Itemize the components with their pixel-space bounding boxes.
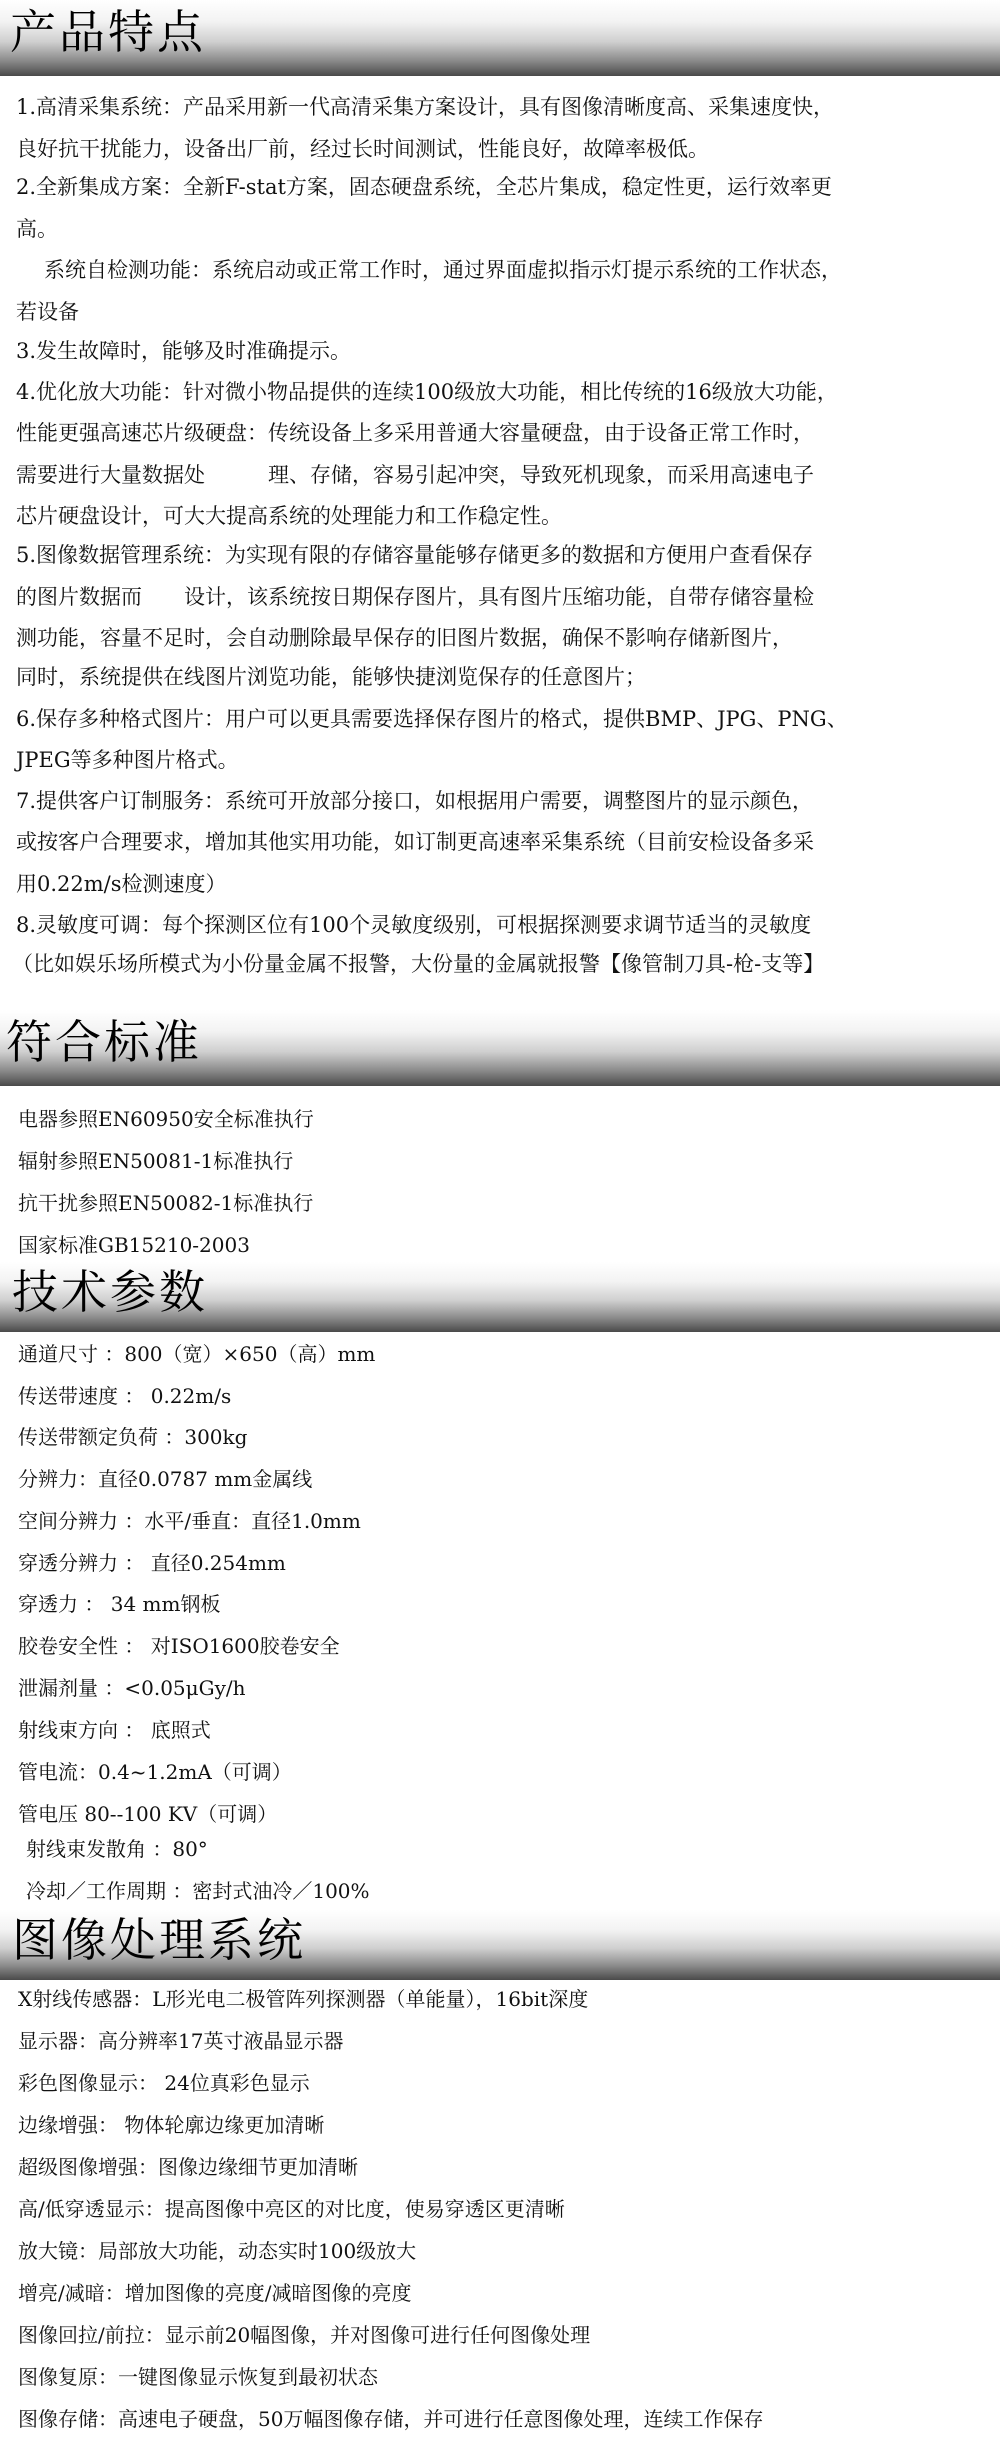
feature-line: 8.灵敏度可调：每个探测区位有100个灵敏度级别，可根据探测要求调节适当的灵敏度	[16, 913, 812, 937]
feature-line: 良好抗干扰能力，设备出厂前，经过长时间测试，性能良好，故障率极低。	[16, 137, 709, 161]
spec-line: 空间分辨力 ：水平/垂直：直径1.0mm	[18, 1509, 361, 1533]
feature-line: 高。	[16, 217, 58, 241]
feature-line: 芯片硬盘设计，可大大提高系统的处理能力和工作稳定性。	[16, 504, 562, 528]
imaging-line: 彩色图像显示： 24位真彩色显示	[18, 2071, 310, 2095]
imaging-line: 显示器：高分辨率17英寸液晶显示器	[18, 2029, 344, 2053]
imaging-line: 图像复原：一键图像显示恢复到最初状态	[18, 2365, 378, 2389]
feature-line: 需要进行大量数据处 理、存储，容易引起冲突，导致死机现象，而采用高速电子	[16, 463, 814, 487]
spec-line: 泄漏剂量 ：<0.05μGy/h	[18, 1676, 246, 1700]
section-title: 符合标准	[6, 1015, 202, 1069]
spec-line: 传送带速度 ： 0.22m/s	[18, 1384, 232, 1408]
feature-line: 同时，系统提供在线图片浏览功能，能够快捷浏览保存的任意图片；	[16, 665, 646, 689]
feature-line: 系统自检测功能：系统启动或正常工作时，通过界面虚拟指示灯提示系统的工作状态，	[44, 258, 842, 282]
spec-line: 通道尺寸 ：800（宽）×650（高）mm	[18, 1342, 376, 1366]
spec-line: 传送带额定负荷 ：300kg	[18, 1425, 248, 1449]
feature-line: 3.发生故障时，能够及时准确提示。	[16, 339, 352, 363]
section-header-band	[0, 1010, 1000, 1086]
imaging-line: 超级图像增强：图像边缘细节更加清晰	[18, 2155, 358, 2179]
feature-line: （比如娱乐场所模式为小份量金属不报警，大份量的金属就报警【像管制刀具-枪-支等】	[12, 952, 825, 976]
feature-line: 若设备	[16, 300, 79, 324]
feature-line: 测功能，容量不足时，会自动删除最早保存的旧图片数据，确保不影响存储新图片，	[16, 626, 793, 650]
feature-line: 的图片数据而 设计，该系统按日期保存图片，具有图片压缩功能，自带存储容量检	[16, 585, 814, 609]
section-title: 技术参数	[12, 1265, 208, 1319]
spec-line: 射线束发散角 ：80°	[26, 1837, 208, 1861]
standard-line: 抗干扰参照EN50082-1标准执行	[18, 1191, 314, 1215]
feature-line: 1.高清采集系统：产品采用新一代高清采集方案设计，具有图像清晰度高、采集速度快，	[16, 95, 835, 119]
section-header-band	[0, 1910, 1000, 1980]
feature-line: 7.提供客户订制服务：系统可开放部分接口，如根据用户需要，调整图片的显示颜色，	[16, 789, 814, 813]
section-title: 图像处理系统	[12, 1913, 306, 1967]
imaging-line: 放大镜：局部放大功能，动态实时100级放大	[18, 2239, 417, 2263]
feature-line: 2.全新集成方案：全新F-stat方案，固态硬盘系统，全芯片集成，稳定性更，运行效率更	[16, 175, 832, 199]
spec-line: 穿透力 ： 34 mm钢板	[18, 1592, 221, 1616]
imaging-line: 图像回拉/前拉：显示前20幅图像，并对图像可进行任何图像处理	[18, 2323, 591, 2347]
imaging-line: 增亮/减暗：增加图像的亮度/减暗图像的亮度	[18, 2281, 412, 2305]
imaging-line: 边缘增强： 物体轮廓边缘更加清晰	[18, 2113, 325, 2137]
imaging-line: 图像存储：高速电子硬盘，50万幅图像存储，并可进行任意图像处理，连续工作保存	[18, 2407, 764, 2431]
imaging-line: X射线传感器：L形光电二极管阵列探测器（单能量），16bit深度	[18, 1987, 589, 2011]
feature-line: 用0.22m/s检测速度）	[16, 872, 227, 896]
spec-line: 射线束方向 ： 底照式	[18, 1718, 211, 1742]
standard-line: 电器参照EN60950安全标准执行	[18, 1107, 314, 1131]
spec-line: 胶卷安全性 ： 对ISO1600胶卷安全	[18, 1634, 340, 1658]
spec-line: 分辨力：直径0.0787 mm金属线	[18, 1467, 313, 1491]
feature-line: 6.保存多种格式图片：用户可以更具需要选择保存图片的格式，提供BMP、JPG、PNG、	[16, 707, 848, 731]
feature-line: 或按客户合理要求，增加其他实用功能，如订制更高速率采集系统（目前安检设备多采	[16, 830, 814, 854]
feature-line: JPEG等多种图片格式。	[16, 748, 239, 772]
section-header-band	[0, 1262, 1000, 1332]
imaging-line: 高/低穿透显示：提高图像中亮区的对比度，使易穿透区更清晰	[18, 2197, 565, 2221]
spec-line: 管电流：0.4~1.2mA（可调）	[18, 1760, 292, 1784]
section-header-band	[0, 0, 1000, 76]
section-title: 产品特点	[10, 5, 206, 59]
spec-line: 冷却／工作周期 ：密封式油冷／100%	[26, 1879, 370, 1903]
standard-line: 国家标准GB15210-2003	[18, 1233, 250, 1257]
feature-line: 5.图像数据管理系统：为实现有限的存储容量能够存储更多的数据和方便用户查看保存	[16, 543, 814, 567]
spec-line: 管电压 80--100 KV（可调）	[18, 1802, 278, 1826]
feature-line: 4.优化放大功能：针对微小物品提供的连续100级放大功能，相比传统的16级放大功能，	[16, 380, 838, 404]
standard-line: 辐射参照EN50081-1标准执行	[18, 1149, 294, 1173]
spec-line: 穿透分辨力 ： 直径0.254mm	[18, 1551, 286, 1575]
feature-line: 性能更强高速芯片级硬盘：传统设备上多采用普通大容量硬盘，由于设备正常工作时，	[16, 421, 814, 445]
